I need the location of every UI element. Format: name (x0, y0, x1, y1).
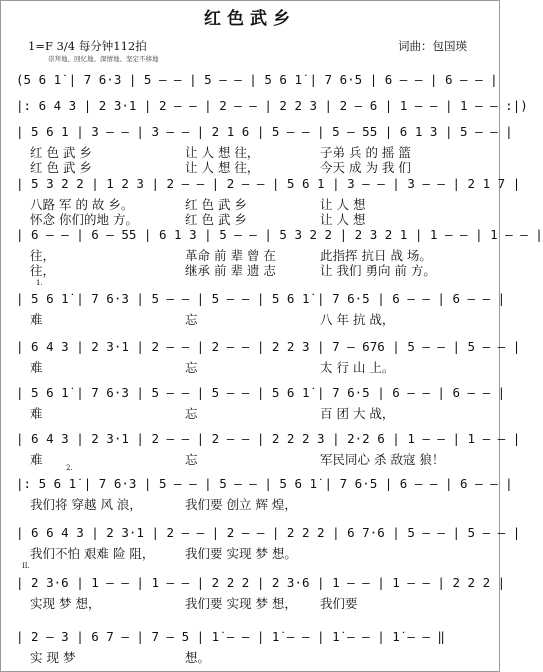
notation-line: | 6 — — | 6 — 55 | 6 1 3 | 5 — — | 5 3 2 2 | 2 3 2 1 | 1 — — | 1 — — | (16, 227, 543, 242)
notation-line: | 6 6 4 3 | 2 3·1 | 2 — — | 2 — — | 2 2 2 | 6 7·6 | 5 — — | 5 — — | (16, 525, 521, 540)
volta-2: 2. (66, 464, 73, 472)
lyric-line: 八路 军 的 故 乡。 (30, 197, 134, 212)
notation-line: | 6 4 3 | 2 3·1 | 2 — — | 2 — — | 2 2 2 3 | 2·2 6 | 1 — — | 1 — — | (16, 431, 521, 446)
lyric-line: 革命 前 辈 曾 在 (185, 248, 276, 263)
lyric-line-verse-2: 让 我们 勇向 前 方。 (320, 263, 436, 278)
lyric-line: 百 团 大 战， (320, 406, 395, 421)
lyric-line: 想。 (185, 650, 211, 665)
lyric-line: 实 现 梦 (30, 650, 76, 665)
key-tempo: 1=F 3/4 每分钟112拍 (28, 39, 147, 53)
lyric-line: 忘 (185, 312, 198, 327)
lyric-line: 我们要 (320, 596, 358, 611)
lyric-line-verse-2: 让 人 想 往， (185, 160, 260, 175)
lyric-line: 让 人 想 (320, 197, 366, 212)
notation-line: | 2 — 3 | 6 7 — | 7 — 5 | 1̇ — — | 1̇ — — | 1̇ — — | 1̇ — — ‖ (16, 629, 445, 644)
lyric-line: 忘 (185, 360, 198, 375)
lyric-line: 难 (30, 360, 43, 375)
lyric-line-verse-2: 红 色 武 乡 (185, 212, 247, 227)
lyric-line: 让 人 想 往， (185, 145, 260, 160)
lyric-line: 子弟 兵 的 摇 篮 (320, 145, 411, 160)
lyric-line: 难 (30, 312, 43, 327)
notation-line: | 5 3 2 2 | 1 2 3 | 2 — — | 2 — — | 5 6 1 | 3 — — | 3 — — | 2 1 7 | (16, 176, 521, 191)
song-title: 红色武乡 (204, 9, 296, 29)
lyric-line-verse-2: 往， (30, 263, 56, 278)
lyric-line: 我们将 穿越 风 浪， (30, 497, 142, 512)
lyric-line: 我们不怕 艰难 险 阻， (30, 546, 155, 561)
lyric-line: 此指挥 抗日 战 场。 (320, 248, 432, 263)
lyric-line: 忘 (185, 452, 198, 467)
lyric-line: 红 色 武 乡 (30, 145, 92, 160)
notation-line: | 6 4 3 | 2 3·1 | 2 — — | 2 — — | 2 2 3 | 7 — 676 | 5 — — | 5 — — | (16, 339, 521, 354)
notation-line: | 5 6 1 | 3 — — | 3 — — | 2 1 6 | 5 — — | 5 — 55 | 6 1 3 | 5 — — | (16, 124, 513, 139)
lyric-line-verse-2: 红 色 武 乡 (30, 160, 92, 175)
lyric-line: 太 行 山 上。 (320, 360, 395, 375)
expression-marks: 崇拜地、回忆地、深情地、坚定不移地 (48, 55, 159, 63)
volta-1: 1. (36, 279, 43, 287)
volta-ending: II. (22, 562, 30, 570)
lyric-line: 我们要 创立 辉 煌， (185, 497, 297, 512)
lyric-line-verse-2: 继承 前 辈 遗 志 (185, 263, 276, 278)
lyric-line: 红 色 武 乡 (185, 197, 247, 212)
lyric-line: 我们要 实现 梦 想， (185, 596, 297, 611)
lyric-line: 难 (30, 452, 43, 467)
notation-line: |: 6 4 3 | 2 3·1 | 2 — — | 2 — — | 2 2 3 | 2 — 6 | 1 — — | 1 — — :|) (16, 98, 528, 113)
credits: 词曲：包国瑛 (398, 39, 467, 53)
notation-line: (5 6 1̇ | 7 6·3 | 5 — — | 5 — — | 5 6 1̇ | 7 6·5 | 6 — — | 6 — — | (16, 72, 498, 87)
notation-line: | 5 6 1̇ | 7 6·3 | 5 — — | 5 — — | 5 6 1̇ | 7 6·5 | 6 — — | 6 — — | (16, 385, 506, 400)
lyric-line-verse-2: 怀念 你们的地 方。 (30, 212, 138, 227)
lyric-line-verse-2: 让 人 想 (320, 212, 366, 227)
notation-line: | 2 3·6 | 1 — — | 1 — — | 2 2 2 | 2 3·6 | 1 — — | 1 — — | 2 2 2 | (16, 575, 506, 590)
lyric-line: 八 年 抗 战， (320, 312, 395, 327)
lyric-line: 军民同心 杀 敌寇 狼！ (320, 452, 445, 467)
lyric-line: 忘 (185, 406, 198, 421)
notation-line: |: 5 6 1̇ | 7 6·3 | 5 — — | 5 — — | 5 6 1̇ | 7 6·5 | 6 — — | 6 — — | (16, 476, 513, 491)
lyric-line: 难 (30, 406, 43, 421)
lyric-line-verse-2: 今天 成 为 我 们 (320, 160, 411, 175)
lyric-line: 我们要 实现 梦 想。 (185, 546, 297, 561)
notation-line: | 5 6 1̇ | 7 6·3 | 5 — — | 5 — — | 5 6 1̇ | 7 6·5 | 6 — — | 6 — — | (16, 291, 506, 306)
lyric-line: 实现 梦 想， (30, 596, 101, 611)
lyric-line: 往， (30, 248, 56, 263)
